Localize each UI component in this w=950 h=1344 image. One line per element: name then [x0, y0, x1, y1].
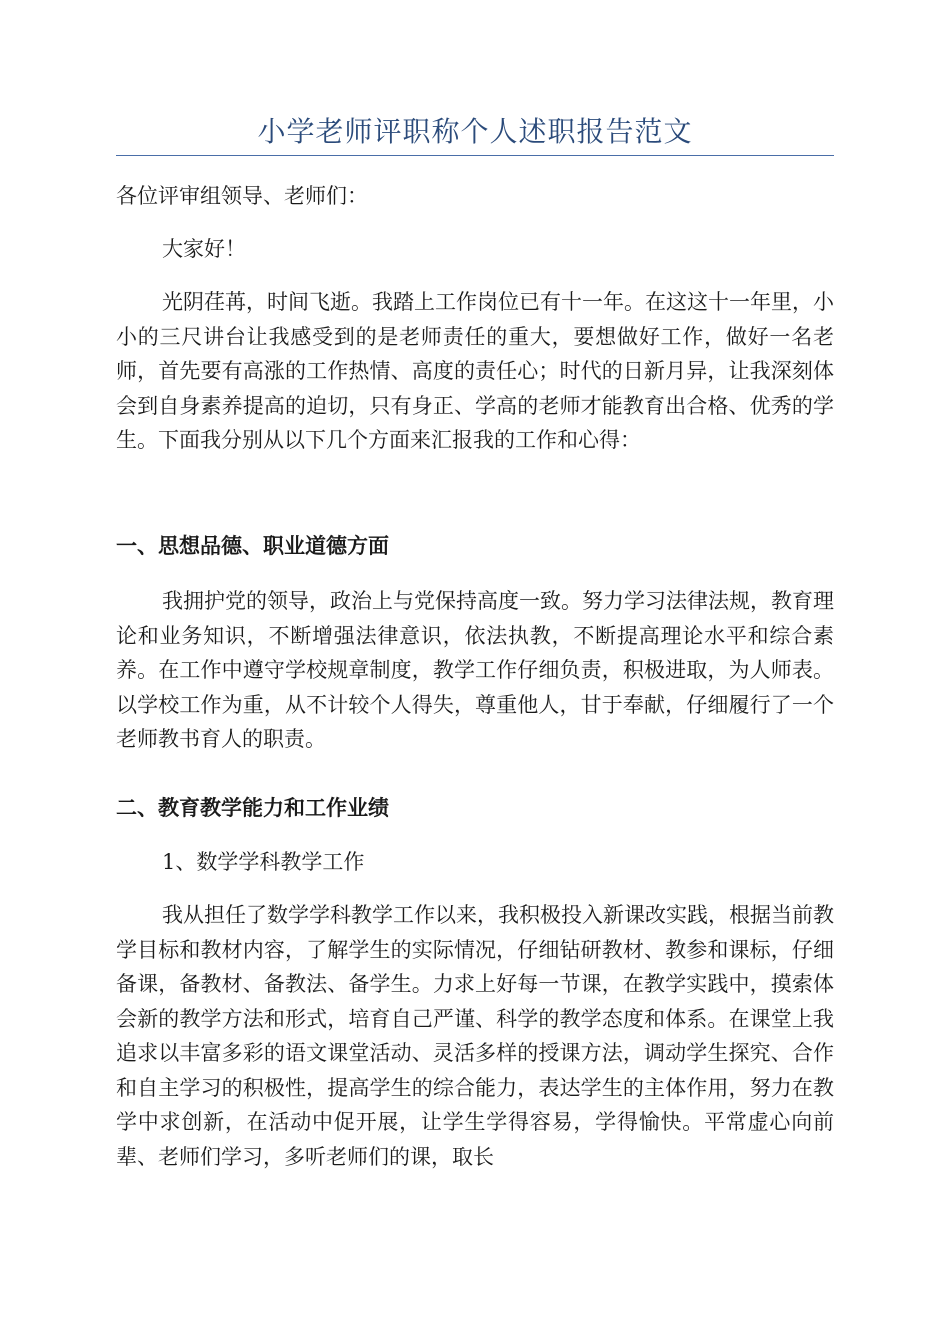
section-heading-2: 二、教育教学能力和工作业绩 — [116, 795, 389, 820]
section-heading-1: 一、思想品德、职业道德方面 — [116, 533, 389, 558]
greeting: 大家好！ — [162, 237, 246, 261]
section-1-paragraph: 我拥护党的领导，政治上与党保持高度一致。努力学习法律法规，教育理论和业务知识，不断增强法律意识，依法执教，不断提高理论水平和综合素养。在工作中遵守学校规章制度，教学工作仔细负责，积极进取，为人师表。以学校工作为重，从不计较个人得失，尊重他人，甘于奉献，仔细履行了一个老师教书育人的职责。 — [116, 589, 834, 751]
section-2-subheading: 1、数学学科教学工作 — [162, 850, 365, 874]
document-title: 小学老师评职称个人述职报告范文 — [257, 115, 693, 148]
title-underline — [116, 155, 834, 156]
intro-paragraph: 光阴荏苒，时间飞逝。我踏上工作岗位已有十一年。在这这十一年里，小小的三尺讲台让我感受到的是老师责任的重大，要想做好工作，做好一名老师，首先要有高涨的工作热情、高度的责任心；时代的日新月异，让我深刻体会到自身素养提高的迫切，只有身正、学高的老师才能教育出合格、优秀的学生。下面我分别从以下几个方面来汇报我的工作和心得： — [116, 290, 834, 452]
section-2-paragraph: 我从担任了数学学科教学工作以来，我积极投入新课改实践，根据当前教学目标和教材内容，了解学生的实际情况，仔细钻研教材、教参和课标，仔细备课，备教材、备教法、备学生。力求上好每一节课，在教学实践中，摸索体会新的教学方法和形式，培育自己严谨、科学的教学态度和体系。在课堂上我追求以丰富多彩的语文课堂活动、灵活多样的授课方法，调动学生探究、合作和自主学习的积极性，提高学生的综合能力，表达学生的主体作用，努力在教学中求创新，在活动中促开展，让学生学得容易，学得愉快。平常虚心向前辈、老师们学习，多听老师们的课，取长 — [116, 903, 834, 1169]
salutation: 各位评审组领导、老师们： — [116, 184, 368, 208]
